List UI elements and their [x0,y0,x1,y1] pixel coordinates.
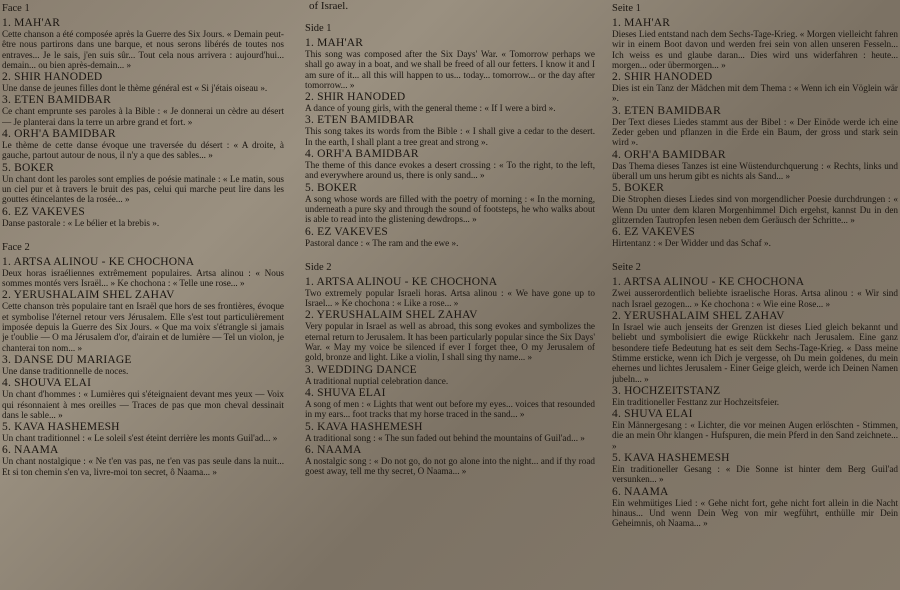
song-description: Cette chanson a été composée après la Guerre des Six Jours. « Demain peut-être nous partirons dans une barque, et nous serons libérés de toutes nos entraves... Je le sais, j'en suis sûr... Tout cela nous arrivera : aujourd'hui... demain... ou bien après-demain... » [2,29,284,70]
song-description: This song was composed after the Six Days' War. « Tomorrow perhaps we shall go away in a boat, and we shall be freed of all our fetters. I know it and I am sure of it... all this will happen to us... today... tomorrow... or the day after tomorrow... » [305,49,595,90]
song-description: Cette chanson très populaire tant en Israël que hors de ses frontières, évoque et symbolise l'éternel retour vers Jérusalem. Elle s'est tout particulièrement imposée depuis la Guerre des Six Jours. « Que ma voix s'étrangle si jamais je t'oublie — O ma Jérusalem d'or, d'airain et de lumière — Tel un violon, je chanterai ton nom... » [2,301,284,353]
side-heading: Side 2 [305,261,332,273]
song-description: Un chant dont les paroles sont emplies de poésie matinale : « Le matin, sous un ciel pur et à travers le bruit des pas, celui qui marche peut lire dans les gouttes étincelantes de la rosée... » [2,173,284,205]
song-description: Ein traditioneller Gesang : « Die Sonne ist hinter dem Berg Guil'ad versunken... » [612,464,898,485]
song-title: 3. HOCHZEITSTANZ [612,384,721,397]
song-title: 2. SHIR HANODED [2,71,103,84]
song-title: 4. ORH'A BAMIDBAR [305,148,419,161]
song-title: 4. ORH'A BAMIDBAR [2,128,116,141]
song-description: Das Thema dieses Tanzes ist eine Wüstendurchquerung : « Rechts, links und überall um uns herum gibt es nichts als Sand... » [612,160,898,181]
song-description: Ein wehmütiges Lied : « Gehe nicht fort, gehe nicht fort allein in die Nacht hinaus... Und wenn Dein Weg von mir wegführt, enthülle mir Dein Geheimnis, oh Naama... » [612,497,898,529]
song-description: Two extremely popular Israeli horas. Artsa alinou : « We have gone up to Israel... » Ke chochona : « Like a rose... » [305,287,595,309]
song-title: 1. ARTSA ALINOU - KE CHOCHONA [2,255,195,268]
song-title: 5. BOKER [612,182,665,195]
song-title: 6. NAAMA [2,444,59,457]
german-column [612,0,898,590]
song-title: 1. MAH'AR [612,17,671,29]
side-heading: Face 2 [2,241,30,253]
song-title: 3. DANSE DU MARIAGE [2,353,132,366]
song-title: 4. SHUVA ELAI [612,408,693,421]
song-title: 3. ETEN BAMIDBAR [2,94,111,107]
song-description: Un chant traditionnel : « Le soleil s'est éteint derrière les monts Guil'ad... » [2,433,278,444]
song-description: Une danse de jeunes filles dont le thème général est « Si j'étais oiseau ». [2,83,268,94]
song-title: 3. ETEN BAMIDBAR [612,104,721,117]
song-description: Zwei ausserordentlich beliebte israelische Horas. Artsa alinou : « Wir sind nach Israel gezogen... » Ke chochona : « Wie eine Rose... » [612,288,898,309]
song-title: 3. ETEN BAMIDBAR [305,114,414,127]
song-title: 5. KAVA HASHEMESH [305,420,423,433]
song-description: Danse pastorale : « Le bélier et la brebis ». [2,217,160,228]
song-title: 2. YERUSHALAIM SHEL ZAHAV [305,309,478,322]
song-title: 2. YERUSHALAIM SHEL ZAHAV [612,310,785,323]
song-title: 4. SHOUVA ELAI [2,377,92,390]
song-title: 2. YERUSHALAIM SHEL ZAHAV [2,289,175,302]
song-title: 5. BOKER [305,181,358,194]
song-description: Le thème de cette danse évoque une traversée du désert : « A droite, à gauche, partout autour de nous, il n'y a que des sables... » [2,140,284,161]
song-description: Hirtentanz : « Der Widder und das Schaf ». [612,238,771,249]
side-heading: Side 1 [305,23,332,34]
song-description: Die Strophen dieses Liedes sind von morgendlicher Poesie durchdrungen : « Wenn Du unter dem klaren Morgenhimmel Dich ergehst, kannst Du in den glitzernden Tautropfen lesen neben dem Geräusch der Schritte... » [612,194,898,225]
song-title: 1. ARTSA ALINOU - KE CHOCHONA [612,276,805,289]
english-column [305,0,595,590]
song-description: This song takes its words from the Bible : « I shall give a cedar to the desert. In the earth, I shall plant a tree great and strong ». [305,126,595,147]
song-title: 6. EZ VAKEVES [2,205,85,218]
song-description: Pastoral dance : « The ram and the ewe ». [305,237,459,248]
song-description: Deux horas israéliennes extrêmement populaires. Artsa alinou : « Nous sommes montés vers Israël... » Ke chochona : « Telle une rose... » [2,267,284,289]
song-title: 6. EZ VAKEVES [305,225,388,238]
song-description: Ein Männergesang : « Lichter, die vor meinen Augen erlöschten - Stimmen, die an mein Ohr klangen - Hufspuren, die mein Pferd in den Sand zeichnete... » [612,420,898,451]
song-description: A song of men : « Lights that went out before my eyes... voices that resounded in my ears... foot tracks that my horse traced in the sand... » [305,398,595,420]
song-description: Very popular in Israel as well as abroad, this song evokes and symbolizes the eternal return to Jerusalem. It has been particularly popular since the Six Days' War. « May my voice be silenced if ever I forget thee, O my Jerusalem of gold, bronze and light. Like a violin, I shall sing thy name... » [305,321,595,363]
song-description: Der Text dieses Liedes stammt aus der Bibel : « Der Einöde werde ich eine Zeder geben und pflanzen in die Erde ein Baum, der gross und stark sein wird ». [612,116,898,148]
song-description: Ce chant emprunte ses paroles à la Bible : « Je donnerai un cèdre au désert — Je planterai dans la terre un arbre grand et fort. » [2,106,284,127]
song-description: Un chant d'hommes : « Lumières qui s'éteignaient devant mes yeux — Voix qui résonnaient à mes oreilles — Traces de pas que mon cheval dessinait dans le sable... » [2,389,284,420]
side-heading: Seite 2 [612,262,641,274]
song-description: Une danse traditionnelle de noces. [2,365,129,376]
song-title: 5. BOKER [2,161,55,174]
song-title: 5. KAVA HASHEMESH [612,452,730,465]
song-title: 4. SHUVA ELAI [305,386,386,399]
continued-text: of Israel. [309,0,349,12]
french-column [2,0,284,590]
song-description: Dieses Lied entstand nach dem Sechs-Tage-Krieg. « Morgen vielleicht fahren wir in einem Boot davon und werden frei sein von allen unseren Fesseln... Ich weiss es und glaube daran... Dies wird uns widerfahren : heute... morgen... oder übermorgen... » [612,29,898,70]
song-description: A dance of young girls, with the general theme : « If I were a bird ». [305,103,556,114]
song-title: 2. SHIR HANODED [305,91,406,104]
song-title: 4. ORH'A BAMIDBAR [612,148,726,161]
song-description: In Israel wie auch jenseits der Grenzen ist dieses Lied gleich bekannt und beliebt und symbolisiert die ewige Rückkehr nach Jerusalem. Eine ganz besondere tiefe Bedeutung hat es seit dem Sechs-Tage-Krieg. « Dass meine Stimme ersticke, wenn ich Dich je vergesse, oh Du mein goldenes, du mein ehernes und lichtes Jerusalem - Einer Geige gleich, werde ich Deinen Namen jubeln... » [612,322,898,384]
song-title: 6. NAAMA [305,443,362,456]
song-title: 1. MAH'AR [2,17,61,29]
song-description: A nostalgic song : « Do not go, do not go alone into the night... and if thy road goest away, tell me thy secret, O Naama... » [305,455,595,477]
song-description: Ein traditioneller Festtanz zur Hochzeitsfeier. [612,396,780,407]
song-description: The theme of this dance evokes a desert crossing : « To the right, to the left, and everywhere around us, there is only sand... » [305,160,595,181]
song-description: A traditional song : « The sun faded out behind the mountains of Guil'ad... » [305,432,585,443]
song-title: 1. MAH'AR [305,37,364,49]
song-description: Dies ist ein Tanz der Mädchen mit dem Thema : « Wenn ich ein Vöglein wär ». [612,83,898,104]
side-heading: Seite 1 [612,3,641,14]
song-title: 6. EZ VAKEVES [612,226,695,239]
song-title: 2. SHIR HANODED [612,71,713,84]
song-description: A song whose words are filled with the poetry of morning : « In the morning, underneath a pure sky and through the sound of footsteps, he who walks about is able to read into the glistening dewdrops... » [305,193,595,225]
song-title: 5. KAVA HASHEMESH [2,421,120,434]
song-description: Un chant nostalgique : « Ne t'en vas pas, ne t'en vas pas seule dans la nuit... Et si ton chemin s'en va, livre-moi ton secret, ô Naama... » [2,456,284,477]
song-description: A traditional nuptial celebration dance. [305,375,449,386]
song-title: 6. NAAMA [612,485,669,498]
song-title: 1. ARTSA ALINOU - KE CHOCHONA [305,275,498,288]
side-heading: Face 1 [2,3,30,14]
song-title: 3. WEDDING DANCE [305,363,417,376]
